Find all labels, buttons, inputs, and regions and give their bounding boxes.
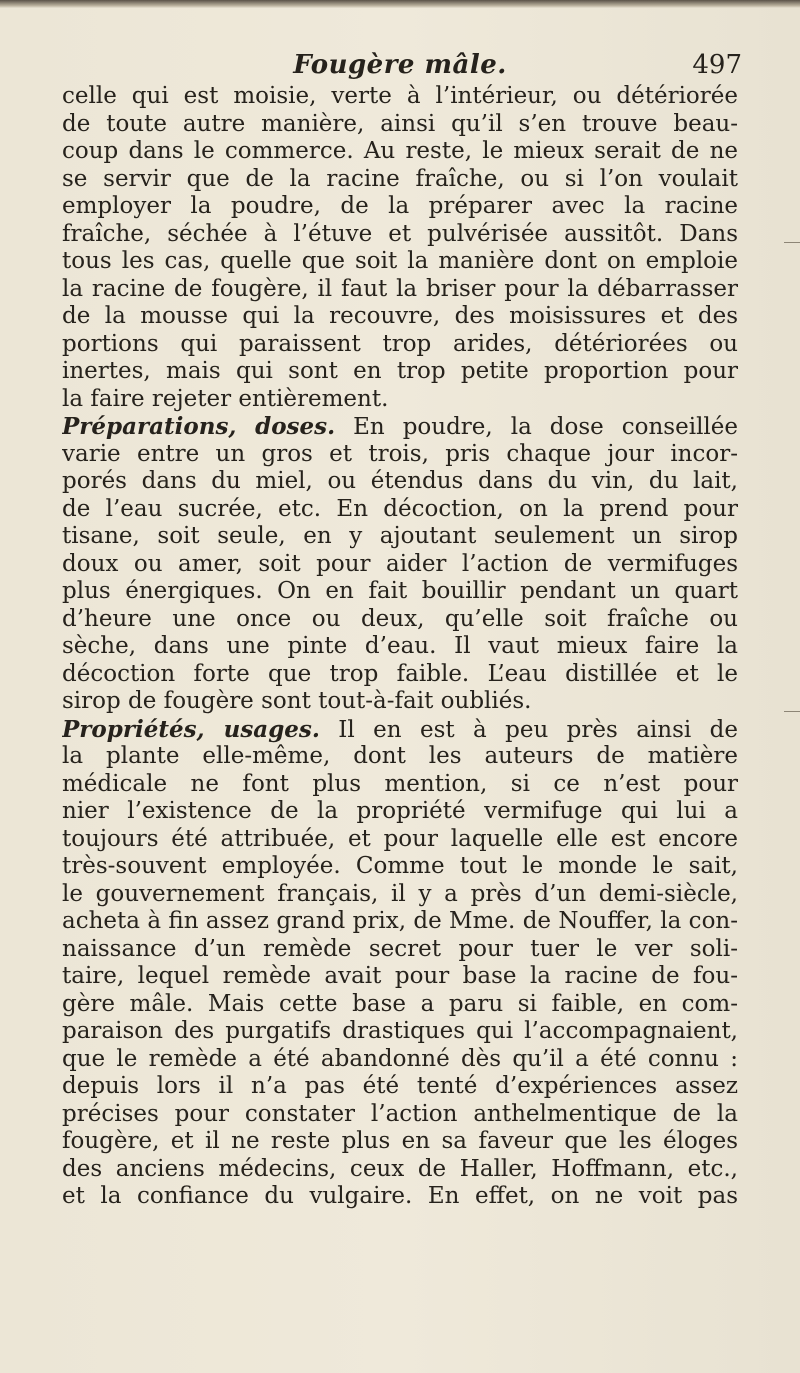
line-text: très-souvent employée. Comme tout le monde le sait, (62, 853, 738, 879)
line-text: de l’eau sucrée, etc. En décoction, on la prend pour (62, 495, 738, 522)
text-line (62, 936, 738, 964)
text-line (62, 221, 738, 249)
line-text: toujours été attribuée, et pour laquelle elle est encore (62, 825, 738, 852)
text-line (62, 413, 738, 441)
text-line (62, 826, 738, 854)
line-text: porés dans du miel, ou étendus dans du vin, du lait, (62, 468, 738, 494)
line-text: le gouvernement français, il y a près d’un demi-siècle, (62, 880, 738, 907)
line-text: que le remède a été abandonné dès qu’il a été connu : (62, 1045, 738, 1072)
text-line (62, 661, 738, 689)
text-line (62, 688, 738, 716)
text-line (62, 358, 738, 386)
text-line (62, 963, 738, 991)
page-top-edge (0, 0, 800, 8)
text-line (62, 551, 738, 579)
line-text: sirop de fougère sont tout-à-fait oubliés. (62, 688, 532, 714)
text-line (62, 331, 738, 359)
line-text: la plante elle-même, dont les auteurs de matière (62, 743, 738, 769)
margin-mark (784, 242, 800, 243)
line-text: Il en est à peu près ainsi de (319, 716, 738, 743)
line-text: varie entre un gros et trois, pris chaque jour incor- (62, 440, 738, 467)
line-text: médicale ne font plus mention, si ce n’est pour (62, 770, 738, 797)
text-line (62, 193, 738, 221)
line-text: précises pour constater l’action anthelmentique de la (62, 1100, 738, 1127)
line-text: depuis lors il n’a pas été tenté d’expériences assez (62, 1073, 738, 1099)
text-line (62, 771, 738, 799)
line-text: se servir que de la racine fraîche, ou si l’on voulait (62, 165, 738, 192)
line-text: paraison des purgatifs drastiques qui l’accompagnaient, (62, 1018, 738, 1044)
text-line (62, 523, 738, 551)
text-line (62, 83, 738, 111)
text-line (62, 386, 738, 414)
line-text: portions qui paraissent trop arides, détériorées ou (62, 330, 738, 357)
line-text: tisane, soit seule, en y ajoutant seulement un sirop (62, 523, 738, 549)
text-line (62, 166, 738, 194)
line-text: doux ou amer, soit pour aider l’action de vermifuges (62, 550, 738, 577)
running-title: Fougère mâle. (293, 50, 507, 80)
text-line (62, 1073, 738, 1101)
line-text: tous les cas, quelle que soit la manière dont on emploie (62, 248, 738, 274)
text-line (62, 853, 738, 881)
margin-mark (784, 711, 800, 712)
text-line (62, 578, 738, 606)
line-text: sèche, dans une pinte d’eau. Il vaut mieux faire la (62, 633, 738, 659)
text-line (62, 441, 738, 469)
text-line (62, 881, 738, 909)
line-text: En poudre, la dose conseillée (335, 414, 738, 440)
line-text: gère mâle. Mais cette base a paru si faible, en com- (62, 990, 738, 1017)
line-text: inertes, mais qui sont en trop petite proportion pour (62, 358, 738, 384)
text-line (62, 248, 738, 276)
line-text: fougère, et il ne reste plus en sa faveur que les éloges (62, 1128, 738, 1154)
page-number: 497 (692, 50, 742, 80)
text-line (62, 1156, 738, 1184)
line-text: coup dans le commerce. Au reste, le mieux serait de ne (62, 138, 738, 164)
text-line (62, 633, 738, 661)
text-line (62, 606, 738, 634)
text-line (62, 798, 738, 826)
line-text: décoction forte que trop faible. L’eau distillée et le (62, 660, 738, 687)
text-line (62, 276, 738, 304)
line-text: celle qui est moisie, verte à l’intérieur, ou détériorée (62, 83, 738, 109)
text-line (62, 1018, 738, 1046)
text-line (62, 716, 738, 744)
text-line (62, 743, 738, 771)
line-text: de la mousse qui la recouvre, des moisissures et des (62, 303, 738, 329)
line-text: nier l’existence de la propriété vermifuge qui lui a (62, 798, 738, 824)
line-text: fraîche, séchée à l’étuve et pulvérisée aussitôt. Dans (62, 220, 738, 247)
line-text: acheta à fin assez grand prix, de Mme. de Nouffer, la con- (62, 908, 738, 934)
line-text: plus énergiques. On en fait bouillir pendant un quart (62, 578, 738, 604)
text-line (62, 111, 738, 139)
line-text: des anciens médecins, ceux de Haller, Hoffmann, etc., (62, 1155, 738, 1182)
text-line (62, 991, 738, 1019)
text-line (62, 908, 738, 936)
text-line (62, 303, 738, 331)
section-heading: Préparations, doses. (62, 413, 336, 440)
text-line (62, 496, 738, 524)
text-line (62, 1101, 738, 1129)
text-line (62, 1183, 738, 1211)
line-text: naissance d’un remède secret pour tuer le ver soli- (62, 935, 738, 962)
text-line (62, 1128, 738, 1156)
text-line (62, 468, 738, 496)
line-text: et la confiance du vulgaire. En effet, on ne voit pas (62, 1183, 738, 1209)
line-text: la faire rejeter entièrement. (62, 385, 389, 412)
line-text: de toute autre manière, ainsi qu’il s’en trouve beau- (62, 110, 738, 137)
section-heading: Propriétés, usages. (62, 715, 320, 743)
line-text: d’heure une once ou deux, qu’elle soit fraîche ou (62, 605, 738, 632)
body-text (62, 83, 738, 1211)
line-text: la racine de fougère, il faut la briser pour la débarrasser (62, 275, 738, 302)
line-text: employer la poudre, de la préparer avec la racine (62, 193, 738, 219)
line-text: taire, lequel remède avait pour base la racine de fou- (62, 963, 738, 989)
text-line (62, 1046, 738, 1074)
text-line (62, 138, 738, 166)
